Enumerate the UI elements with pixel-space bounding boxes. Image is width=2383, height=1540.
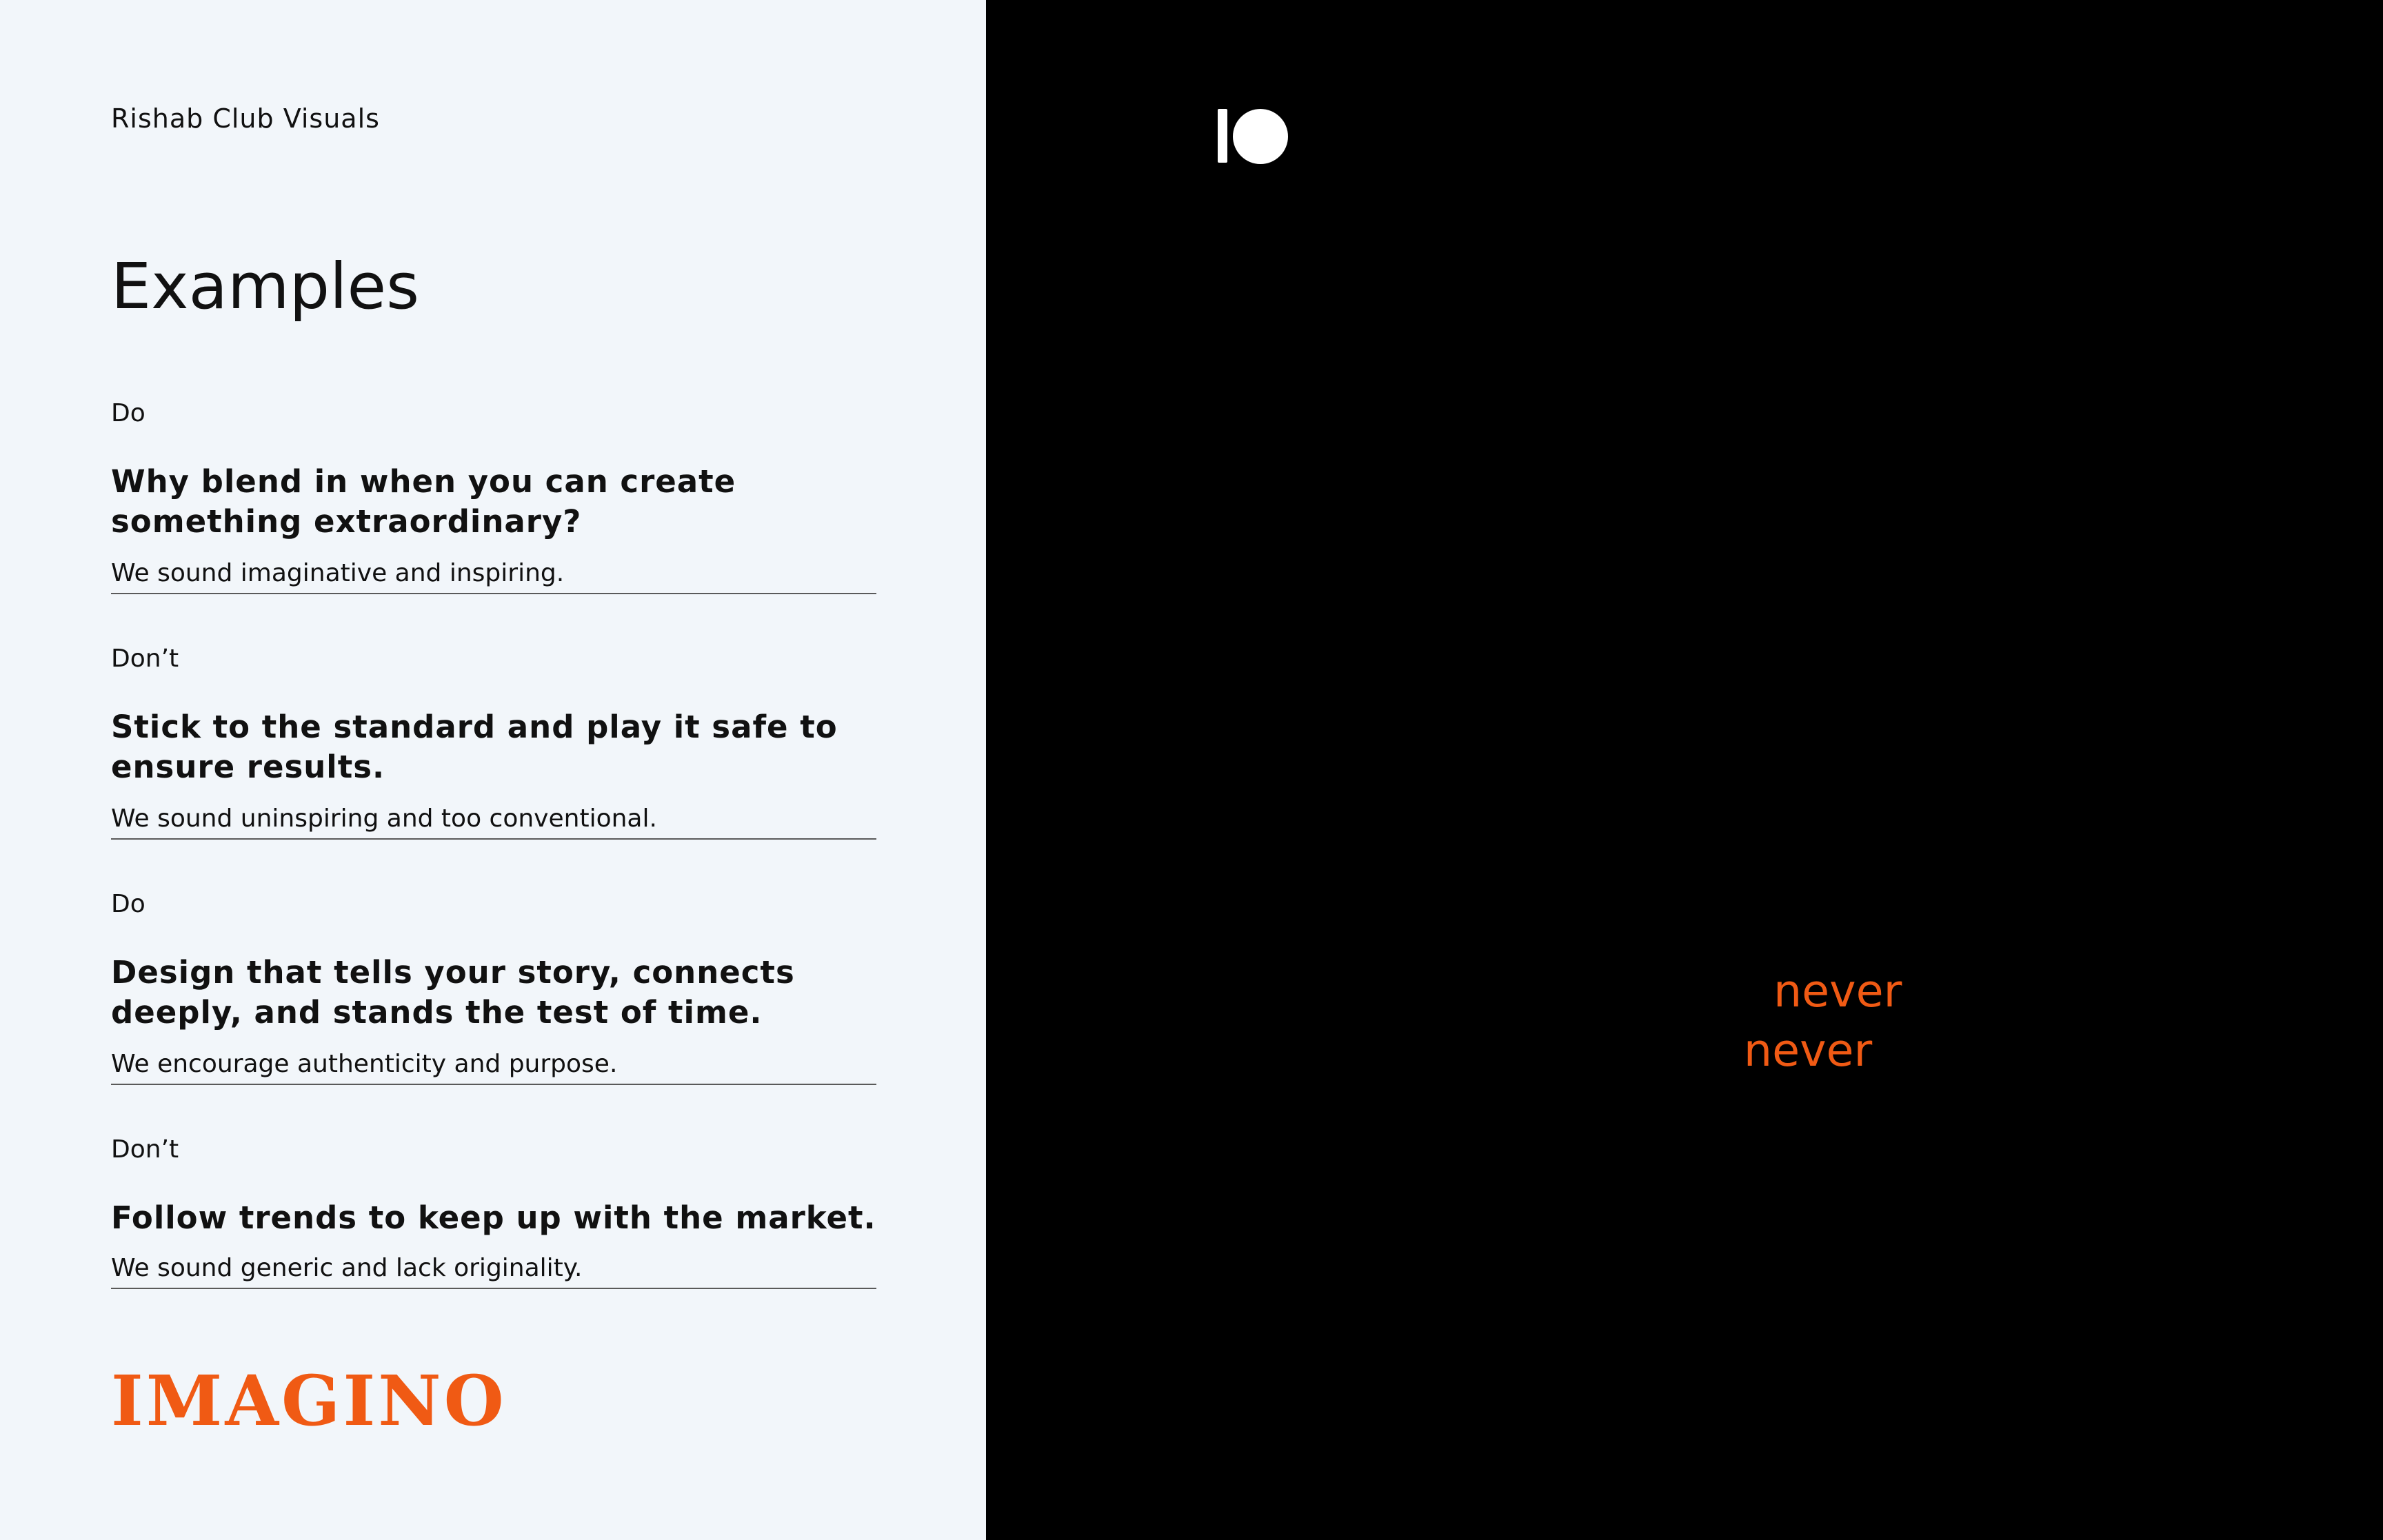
io-logo-bar: [1218, 109, 1227, 163]
io-logo-circle: [1233, 109, 1288, 164]
bullet-icon: ·: [1103, 1033, 1113, 1068]
list-item: · We can be imaginative, but never impractical.: [1096, 962, 2219, 1022]
example-divider: [111, 593, 876, 594]
example-type-label: Do: [111, 399, 145, 427]
example-note: We sound uninspiring and too conventional.: [111, 804, 657, 833]
bullet-icon: ·: [1103, 1093, 1113, 1128]
example-divider: [111, 838, 876, 840]
highlight-word: never: [1743, 1025, 1873, 1077]
list-item: · We can be innovative, but never overwhelming.: [1096, 1022, 2219, 1081]
example-item: [111, 398, 876, 587]
example-note: We sound imaginative and inspiring.: [111, 559, 565, 587]
example-type-label: Don’t: [111, 645, 179, 673]
example-quote: Why blend in when you can create something extraordinary?: [111, 463, 736, 540]
example-quote: Stick to the standard and play it safe to ensure results.: [111, 709, 838, 785]
example-item: [111, 644, 876, 833]
section-title: Examples: [111, 250, 420, 323]
imagino-logo: [111, 1359, 507, 1442]
imagino-logo-text: IMAGINO: [111, 1360, 507, 1441]
example-quote: Design that tells your story, connects deeply, and stands the test of time.: [111, 954, 795, 1031]
example-note: We sound generic and lack originality.: [111, 1254, 583, 1282]
example-type-label: Don’t: [111, 1135, 179, 1164]
example-divider: [111, 1288, 876, 1289]
brand-name: Rishab Club Visuals: [111, 103, 380, 134]
list-item: · We can be bold, but always meaningful.: [1096, 1081, 2219, 1140]
example-type-label: Do: [111, 890, 145, 918]
example-note: We encourage authenticity and purpose.: [111, 1050, 618, 1078]
example-item: [111, 1135, 876, 1282]
example-item: [111, 889, 876, 1078]
hero-description: At IMAGINO, daring means having the courage to challenge the ordinary and explore new possibilities. It’s about pushing boundaries with thoughtful intention, creating designs and strategies that not only stand out but connect deeply and purposefully.: [1069, 607, 2306, 896]
hero-title: Daring: [1071, 389, 1509, 541]
highlight-word: never: [1773, 966, 1902, 1017]
examples-panel: [0, 0, 986, 1540]
bullet-icon: ·: [1103, 974, 1113, 1009]
principles-list: [1096, 962, 2219, 1140]
example-quote: Follow trends to keep up with the market.: [111, 1199, 876, 1236]
page-number: PAGE 17: [2162, 1399, 2273, 1430]
example-divider: [111, 1084, 876, 1085]
